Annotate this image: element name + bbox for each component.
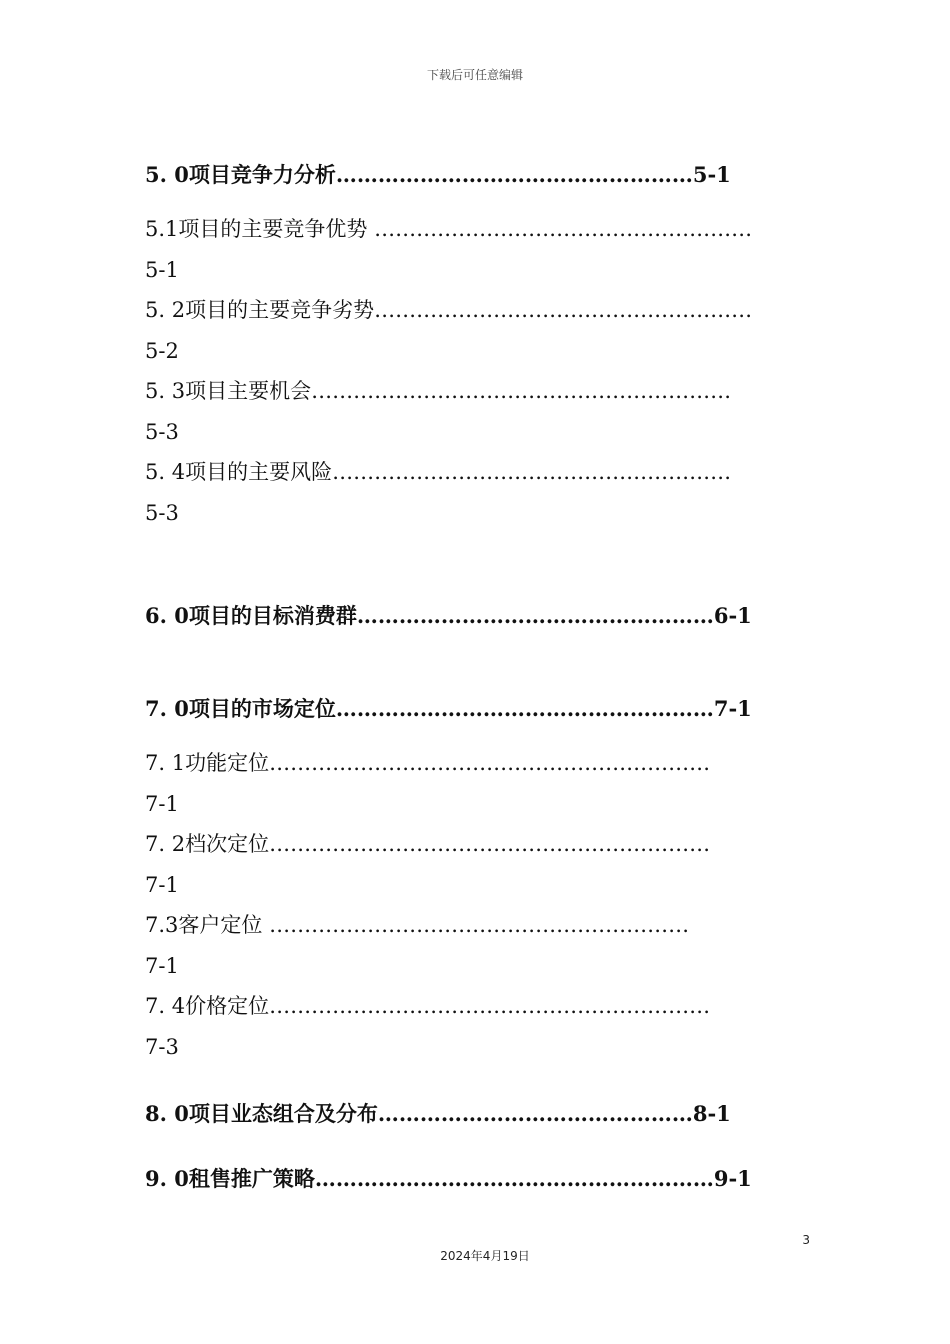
toc-page-5-4: 5-3	[145, 501, 179, 525]
toc-entry-9[interactable]: 9. 0租售推广策略…………………………………………………9-1	[145, 1166, 752, 1191]
toc-entry-5-2[interactable]: 5. 2项目的主要竞争劣势………………………………………………	[145, 298, 753, 322]
toc-page-7-1: 7-1	[145, 792, 179, 816]
toc-page-5-3: 5-3	[145, 420, 179, 444]
page-header: 下载后可任意编辑	[426, 68, 523, 82]
toc-page-7-2: 7-1	[145, 873, 179, 897]
toc-entry-7-1[interactable]: 7. 1功能定位………………………………………………………	[145, 751, 711, 775]
toc-entry-8[interactable]: 8. 0项目业态组合及分布………………………………………8-1	[145, 1101, 731, 1126]
toc-page-5-2: 5-2	[145, 339, 179, 363]
toc-entry-7-2[interactable]: 7. 2档次定位………………………………………………………	[145, 832, 711, 856]
toc-entry-5[interactable]: 5. 0项目竞争力分析……………………………………………5-1	[145, 162, 731, 187]
toc-entry-5-1[interactable]: 5.1项目的主要竞争优势 ………………………………………………	[145, 217, 753, 241]
footer-date: 2024年4月19日	[440, 1249, 530, 1263]
toc-entry-7-3[interactable]: 7.3客户定位 ……………………………………………………	[145, 913, 690, 937]
toc-entry-7[interactable]: 7. 0项目的市场定位………………………………………………7-1	[145, 696, 752, 721]
toc-page-7-3: 7-1	[145, 954, 179, 978]
toc-entry-7-4[interactable]: 7. 4价格定位………………………………………………………	[145, 994, 711, 1018]
toc-entry-5-4[interactable]: 5. 4项目的主要风险…………………………………………………	[145, 460, 732, 484]
toc-entry-6[interactable]: 6. 0项目的目标消费群……………………………………………6-1	[145, 603, 752, 628]
page-number: 3	[802, 1233, 810, 1247]
toc-entry-5-3[interactable]: 5. 3项目主要机会……………………………………………………	[145, 379, 732, 403]
toc-page-5-1: 5-1	[145, 258, 179, 282]
toc-page-7-4: 7-3	[145, 1035, 179, 1059]
